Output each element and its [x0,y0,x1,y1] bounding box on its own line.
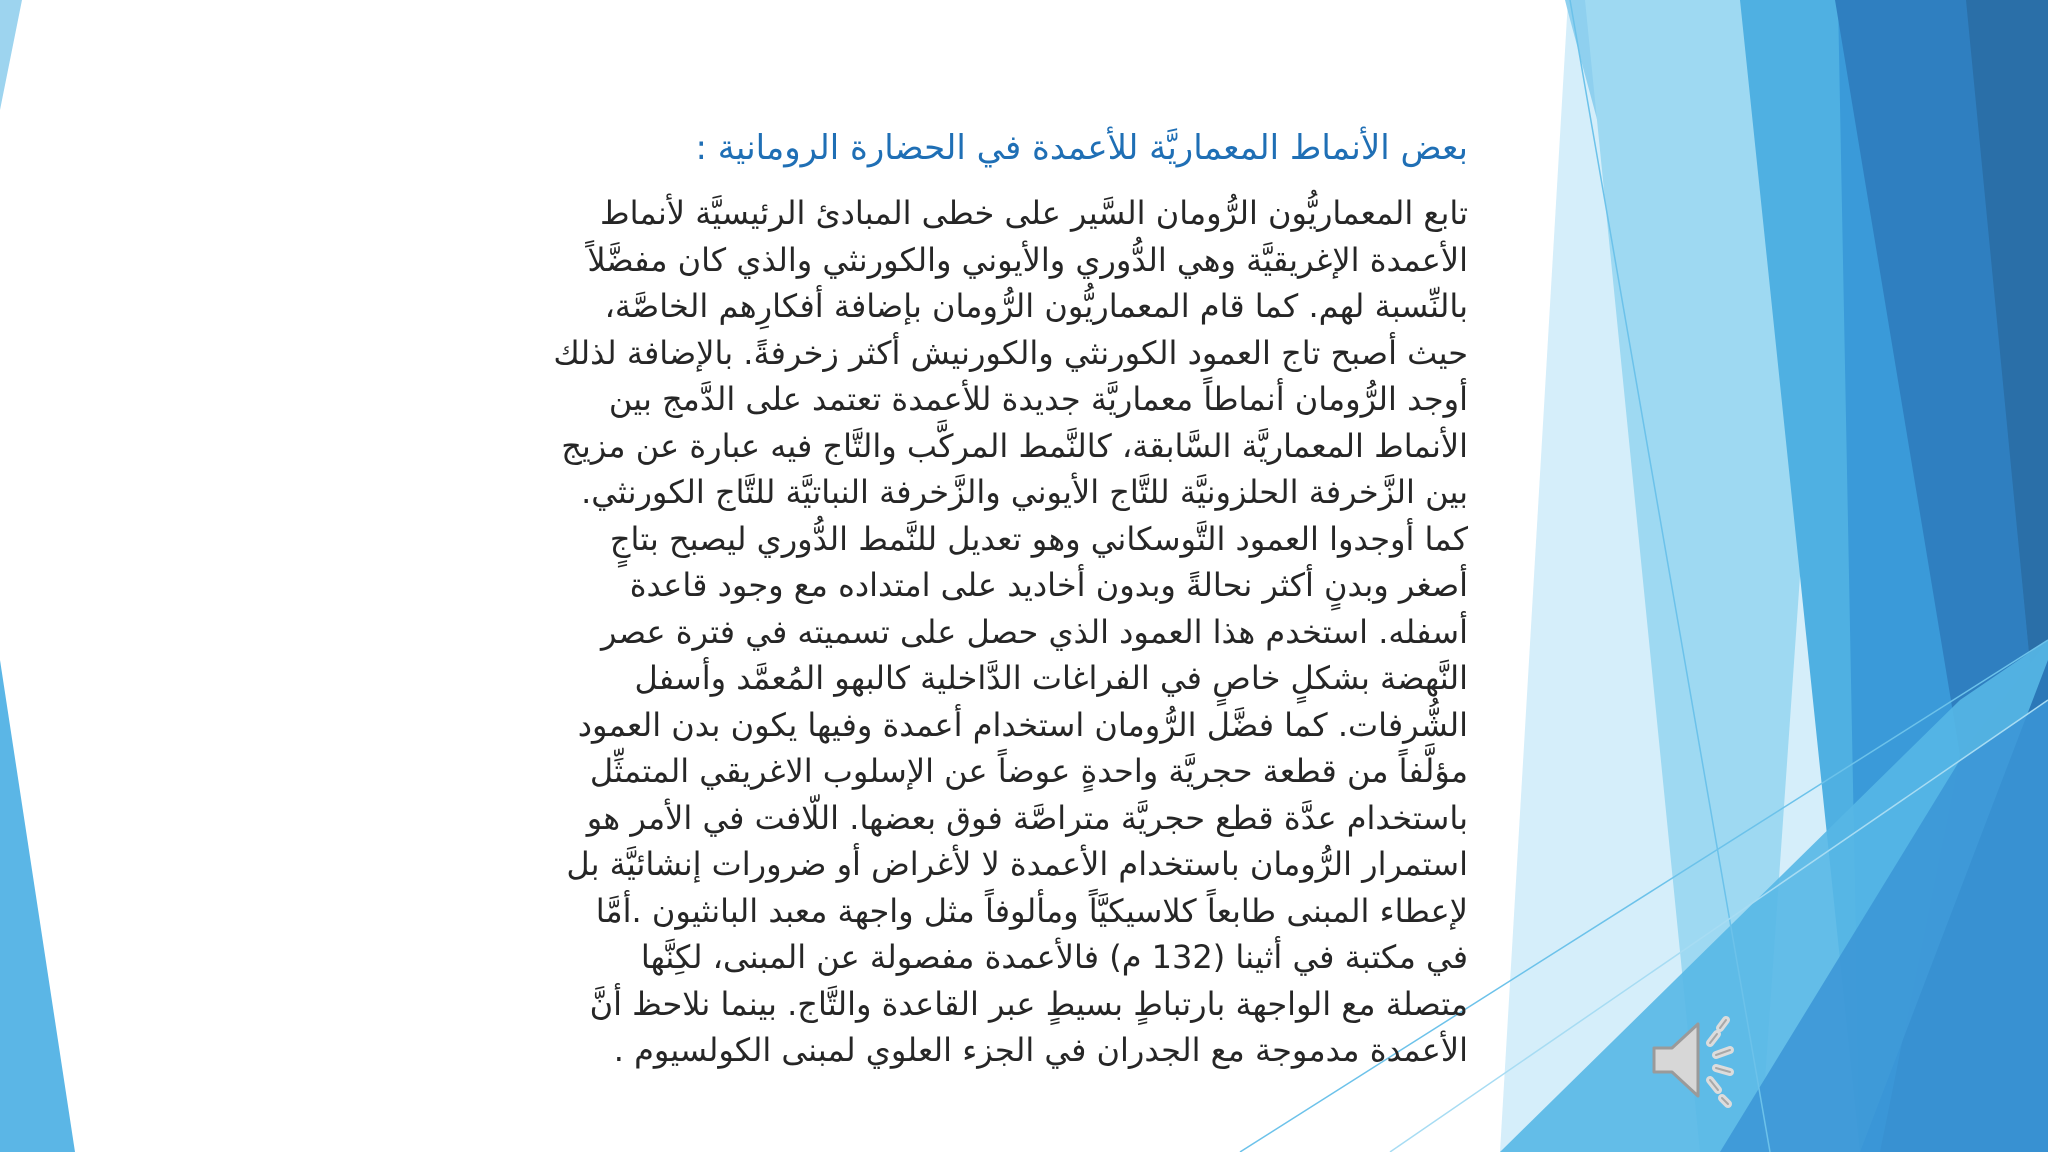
body-text-line: الأنماط المعماريَّة السَّابقة، كالنَّمط المركَّب والتَّاج فيه عبارة عن مزيج [561,426,1468,465]
body-text-line: تابع المعماريُّون الرُّومان السَّير على خطى المبادئ الرئيسيَّة لأنماط [600,194,1468,232]
body-text-line: بين الزَّخرفة الحلزونيَّة للتَّاج الأيوني والزَّخرفة النباتيَّة للتَّاج الكورنثي. [581,473,1468,511]
body-text-line: الأعمدة الإغريقيَّة وهي الدُّوري والأيوني والكورنثي والذي كان مفضَّلاً [587,240,1468,279]
slide-title: بعض الأنماط المعماريَّة للأعمدة في الحضارة الرومانية : [695,128,1468,168]
body-text-line: استمرار الرُّومان باستخدام الأعمدة لا لأغراض أو ضرورات إنشائيَّة بل [566,845,1468,883]
body-text-line: حيث أصبح تاج العمود الكورنثي والكورنيش أكثر زخرفةً. بالإضافة لذلك [553,333,1468,372]
left-accent-shape [0,660,75,1152]
body-text-line: مؤلَّفاً من قطعة حجريَّة واحدةٍ عوضاً عن الإسلوب الاغريقي المتمثِّل [589,752,1468,790]
body-text-line: النَّهضة بشكلٍ خاصٍ في الفراغات الدَّاخلية كالبهو المُعمَّد وأسفل [634,659,1468,697]
slide-body-text [400,190,1468,1074]
left-accent-shape [0,0,22,110]
speaker-icon[interactable] [1650,1010,1750,1110]
body-text-line: متصلة مع الواجهة بارتباطٍ بسيطٍ عبر القاعدة والتَّاج. بينما نلاحظ أنَّ [589,984,1468,1023]
body-text-line: بالنِّسبة لهم. كما قام المعماريُّون الرُّومان بإضافة أفكارِهم الخاصَّة، [604,287,1468,325]
body-text-line: الأعمدة مدموجة مع الجدران في الجزء العلوي لمبنى الكولسيوم . [613,1031,1468,1069]
body-text-line: لإعطاء المبنى طابعاً كلاسيكيَّاً ومألوفاً مثل واجهة معبد البانثيون .أمَّا [595,891,1468,930]
body-text-line: أوجد الرُّومان أنماطاً معماريَّة جديدة للأعمدة تعتمد على الدَّمج بين [608,380,1468,418]
body-text-line: باستخدام عدَّة قطع حجريَّة متراصَّة فوق بعضها. اللّافت في الأمر هو [586,798,1468,837]
body-text-line: كما أوجدوا العمود التَّوسكاني وهو تعديل للنَّمط الدُّوري ليصبح بتاجٍ [609,519,1468,558]
body-text-line: أصغر وبدنٍ أكثر نحالةً وبدون أخاديد على امتداده مع وجود قاعدة [629,566,1468,604]
body-text-line: في مكتبة في أثينا (132 م) فالأعمدة مفصولة عن المبنى، لكِنَّها [640,938,1468,976]
body-text-line: أسفله. استخدم هذا العمود الذي حصل على تسميته في فترة عصر [601,612,1468,651]
body-text-line: الشُّرفات. كما فضَّل الرُّومان استخدام أعمدة وفيها يكون بدن العمود [577,705,1468,744]
